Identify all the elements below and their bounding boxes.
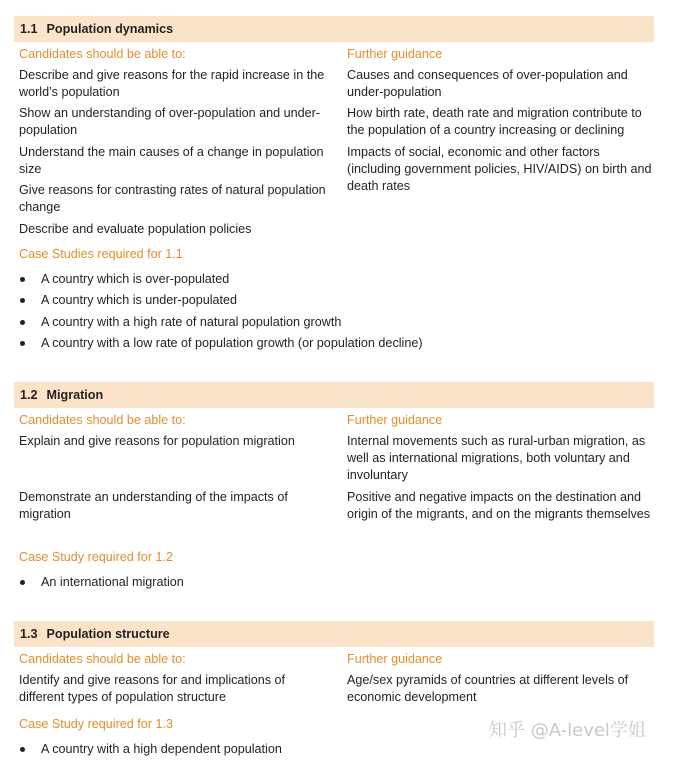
guidance-item: Positive and negative impacts on the destination and origin of the migrants, and on the migrants themselves (347, 490, 651, 521)
bullet-icon (20, 747, 25, 752)
guidance-item: Internal movements such as rural-urban migration, as well as international migrations, both voluntary and involuntary (347, 434, 646, 482)
section-title: Migration (46, 387, 104, 402)
guidance-item: Impacts of social, economic and other factors (including government policies, HIV/AIDS) on birth and death rates (347, 145, 652, 193)
watermark: 知乎 @A-level学姐 (489, 720, 646, 741)
section-title: Population dynamics (46, 21, 174, 36)
guidance-item: Causes and consequences of over-population and under-population (347, 68, 628, 99)
section-title: Population structure (46, 626, 170, 641)
guidance-item: Age/sex pyramids of countries at different levels of economic development (347, 673, 629, 704)
right-column-heading: Further guidance (347, 47, 443, 61)
section-population-structure: 1.3 Population structure Candidates should be able to: Identify and give reasons for and implications of different types of population structure Case Study required for 1.3 Further guidance Age/sex pyramids of countries at different levels of economic development A country with a high dependent population (14, 621, 654, 647)
bullet-icon (20, 298, 25, 303)
learning-objective: Understand the main causes of a change in population size (19, 145, 324, 176)
learning-objective: Describe and give reasons for the rapid increase in the world’s population (19, 68, 325, 99)
bullet-icon (20, 580, 25, 585)
left-column-heading: Candidates should be able to: (19, 413, 186, 427)
right-column-heading: Further guidance (347, 652, 443, 666)
left-column-heading: Candidates should be able to: (19, 652, 186, 666)
bullet-icon (20, 320, 25, 325)
right-column-heading: Further guidance (347, 413, 443, 427)
section-number: 1.3 (20, 626, 38, 641)
section-header (14, 16, 654, 42)
learning-objective: Show an understanding of over-population and under-population (19, 106, 321, 137)
learning-objective: Identify and give reasons for and implications of different types of population structure (19, 673, 286, 704)
case-study-heading: Case Study required for 1.2 (19, 550, 174, 564)
section-number: 1.1 (20, 21, 38, 36)
section-header (14, 621, 654, 647)
section-number: 1.2 (20, 387, 38, 402)
learning-objective: Explain and give reasons for population migration (19, 434, 295, 448)
case-study-heading: Case Studies required for 1.1 (19, 247, 183, 261)
section-header (14, 382, 654, 408)
case-study-heading: Case Study required for 1.3 (19, 717, 174, 731)
section-population-dynamics: 1.1 Population dynamics Candidates should be able to: Describe and give reasons for the rapid increase in the world’s population Show an understanding of over-population and under-population Understand the main causes of a change in population size Give reasons for contrasting rates of natural population change Describe and evaluate population policies Case Studies required for 1.1 Further guidance Causes and consequences of over-population and under-population How birth rate, death rate and migration contribute to the population of a country increasing or declining Impacts of social, economic and other factors (including government policies, HIV/AIDS) on birth and death rates A country which is over-populated A country which is under-populated A country with a high rate of natural population growth A country with a low rate of population growth (or population decline) (14, 16, 654, 42)
learning-objective: Demonstrate an understanding of the impacts of migration (19, 490, 288, 521)
learning-objective: Describe and evaluate population policies (19, 222, 252, 236)
bullet-icon (20, 277, 25, 282)
guidance-item: How birth rate, death rate and migration contribute to the population of a country increasing or declining (347, 106, 642, 137)
bullet-icon (20, 341, 25, 346)
section-migration: 1.2 Migration Candidates should be able to: Explain and give reasons for population migration Demonstrate an understanding of the impacts of migration Case Study required for 1.2 Further guidance Internal movements such as rural-urban migration, as well as international migrations, both voluntary and involuntary Positive and negative impacts on the destination and origin of the migrants, and on the migrants themselves An international migration (14, 382, 654, 408)
learning-objective: Give reasons for contrasting rates of natural population change (19, 183, 326, 214)
left-column-heading: Candidates should be able to: (19, 47, 186, 61)
